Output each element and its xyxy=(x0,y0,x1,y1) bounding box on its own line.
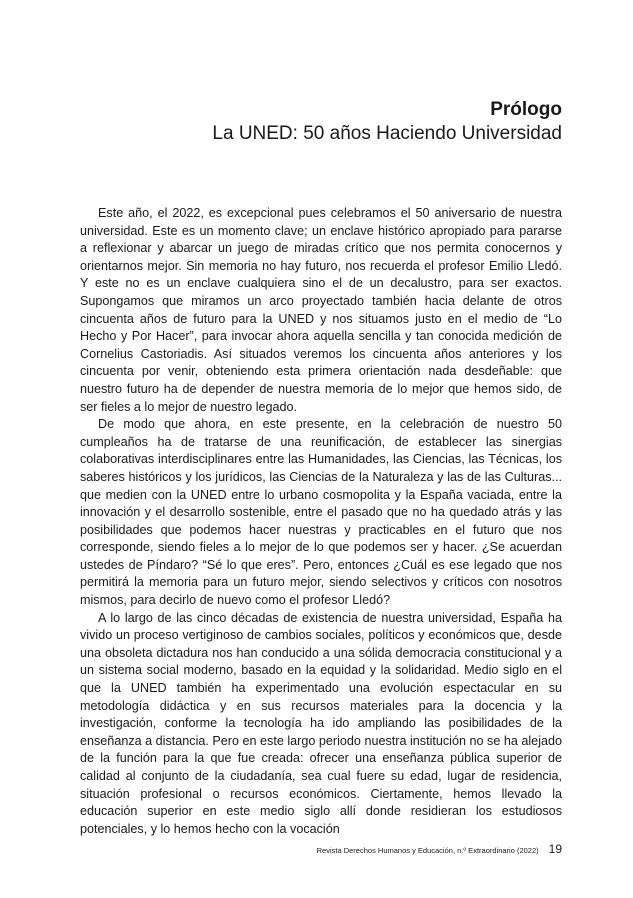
page-subtitle: La UNED: 50 años Haciendo Universidad xyxy=(212,123,562,144)
page-header xyxy=(212,98,562,146)
paragraph-1: Este año, el 2022, es excepcional pues celebramos el 50 aniversario de nuestra universidad. Este es un momento clave; un enclave histórico apropiado para pararse a reflexionar y abarcar un juego de miradas crítico que nos permita conocernos y orientarnos mejor. Sin memoria no hay futuro, nos recuerda el profesor Emilio Lledó. Y este no es un enclave cualquiera sino el de un decalustro, para ser exactos. Supongamos que miramos un arco proyectado también hacia delante de otros cincuenta años de futuro para la UNED y nos situamos justo en el medio de “Lo Hecho y Por Hacer”, para invocar ahora aquella sencilla y tan conocida medición de Cornelius Castoriadis. Así situados veremos los cincuenta años anteriores y los cincuenta por venir, obteniendo esta primera orientación nada desdeñable: que nuestro futuro ha de depender de nuestra memoria de lo mejor que hemos sido, de ser fieles a lo mejor de nuestro legado. xyxy=(80,206,562,414)
body-text xyxy=(80,205,562,838)
paragraph-3: A lo largo de las cinco décadas de existencia de nuestra universidad, España ha vivido un proceso vertiginoso de cambios sociales, políticos y económicos que, desde una obsoleta dictadura nos han conducido a una sólida democracia constitucional y a un sistema social moderno, basado en la equidad y la solidaridad. Medio siglo en el que la UNED también ha experimentado una evolución espectacular en su metodología didáctica y en sus recursos materiales para la docencia y la investigación, conforme la tecnología ha ido ampliando las posibilidades de la enseñanza a distancia. Pero en este largo periodo nuestra institución no se ha alejado de la función para la que fue creada: ofrecer una enseñanza pública superior de calidad al conjunto de la ciudadanía, sea cual fuere su edad, lugar de residencia, situación profesional o recursos económicos. Ciertamente, hemos llevado la educación superior en este medio siglo allí donde residieran los estudiosos potenciales, y lo hemos hecho con la vocación xyxy=(80,610,562,836)
journal-citation: Revista Derechos Humanos y Educación, n.º Extraordinario (2022) xyxy=(316,846,539,855)
page-footer xyxy=(317,842,562,856)
paragraph-2: De modo que ahora, en este presente, en la celebración de nuestro 50 cumpleaños ha de tratarse de una reunificación, de establecer las sinergias colaborativas interdisciplinares entre las Humanidades, las Ciencias, las Técnicas, los saberes históricos y los jurídicos, las Ciencias de la Naturaleza y las de las Culturas... que medien con la UNED entre lo urbano cosmopolita y la España vaciada, entre la innovación y el desarrollo sostenible, entre el pasado que no ha quedado atrás y las posibilidades que podemos hacer nuestras y practicables en el futuro que nos corresponde, siendo fieles a lo mejor de lo que podemos ser y hacer. ¿Se acuerdan ustedes de Píndaro? “Sé lo que eres”. Pero, entonces ¿Cuál es ese legado que nos permitirá la memoria para un futuro mejor, siendo selectivos y críticos con nosotros mismos, para decirlo de nuevo como el profesor Lledó? xyxy=(80,417,562,608)
page-title: Prólogo xyxy=(490,99,562,120)
page-number: 19 xyxy=(548,842,562,856)
